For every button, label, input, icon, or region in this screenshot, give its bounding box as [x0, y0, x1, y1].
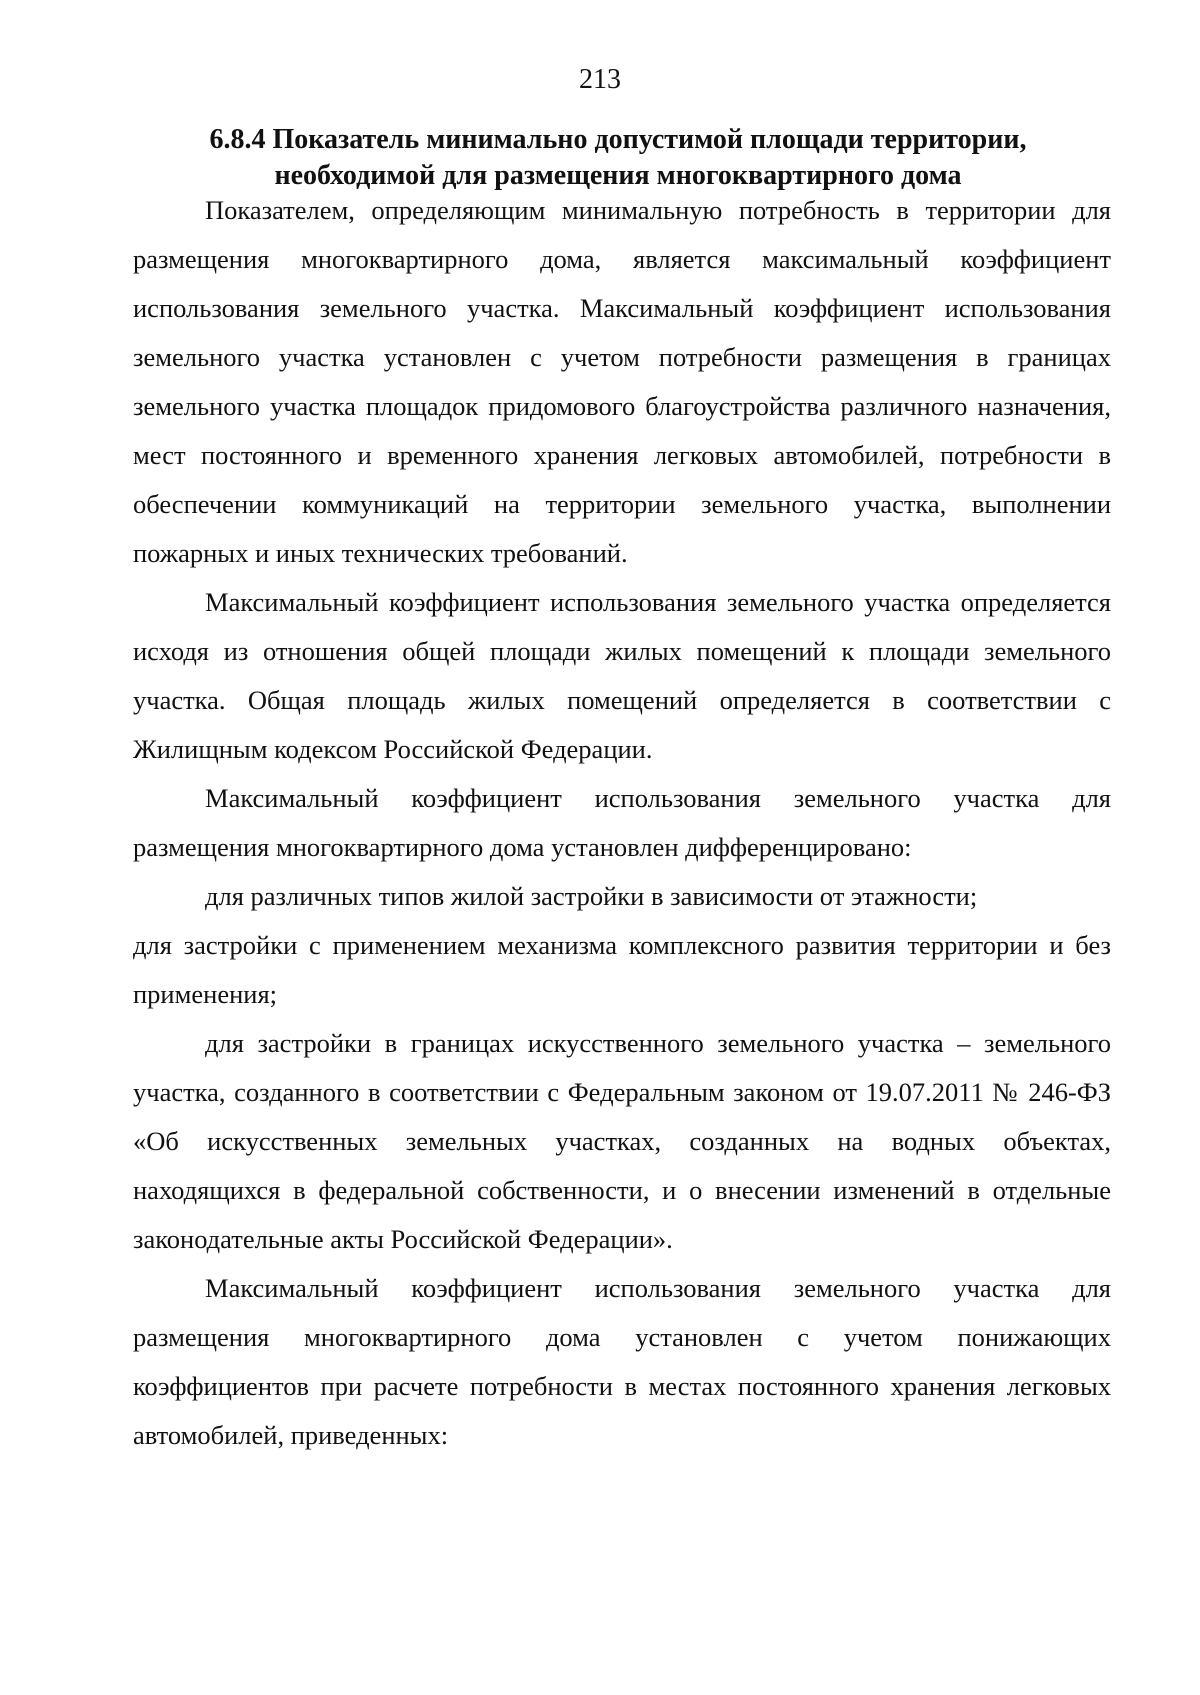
- section-heading-line-2: необходимой для размещения многоквартирного дома: [274, 160, 962, 191]
- page-number: 213: [579, 64, 621, 95]
- paragraph-3: Максимальный коэффициент использования земельного участка для размещения многоквартирного дома установлен дифференцировано:: [133, 783, 1111, 862]
- document-body: [133, 186, 1111, 1460]
- paragraph-7: Максимальный коэффициент использования земельного участка для размещения многоквартирного дома установлен с учетом понижающих коэффициентов при расчете потребности в местах постоянного хранения легковых автомобилей, приведенных:: [133, 1273, 1111, 1450]
- section-heading-line-1: 6.8.4 Показатель минимально допустимой площади территории,: [209, 124, 1027, 155]
- paragraph-2: Максимальный коэффициент использования земельного участка определяется исходя из отношения общей площади жилых помещений к площади земельного участка. Общая площадь жилых помещений определяется в соответствии с Жилищным кодексом Российской Федерации.: [133, 587, 1111, 764]
- section-heading: [120, 122, 1116, 194]
- list-item-complex-development: для застройки с применением механизма комплексного развития территории и без применения;: [133, 930, 1111, 1009]
- paragraph-1: Показателем, определяющим минимальную потребность в территории для размещения многоквартирного дома, является максимальный коэффициент использования земельного участка. Максимальный коэффициент использования земельного участка установлен с учетом потребности размещения в границах земельного участка площадок придомового благоустройства различного назначения, мест постоянного и временного хранения легковых автомобилей, потребности в обеспечении коммуникаций на территории земельного участка, выполнении пожарных и иных технических требований.: [133, 195, 1111, 568]
- list-item-artificial-plot: для застройки в границах искусственного земельного участка – земельного участка, созданного в соответствии с Федеральным законом от 19.07.2011 № 246-ФЗ «Об искусственных земельных участках, созданных на водных объектах, находящихся в федеральной собственности, и о внесении изменений в отдельные законодательные акты Российской Федерации».: [133, 1028, 1111, 1254]
- list-item-floors: для различных типов жилой застройки в зависимости от этажности;: [205, 881, 978, 911]
